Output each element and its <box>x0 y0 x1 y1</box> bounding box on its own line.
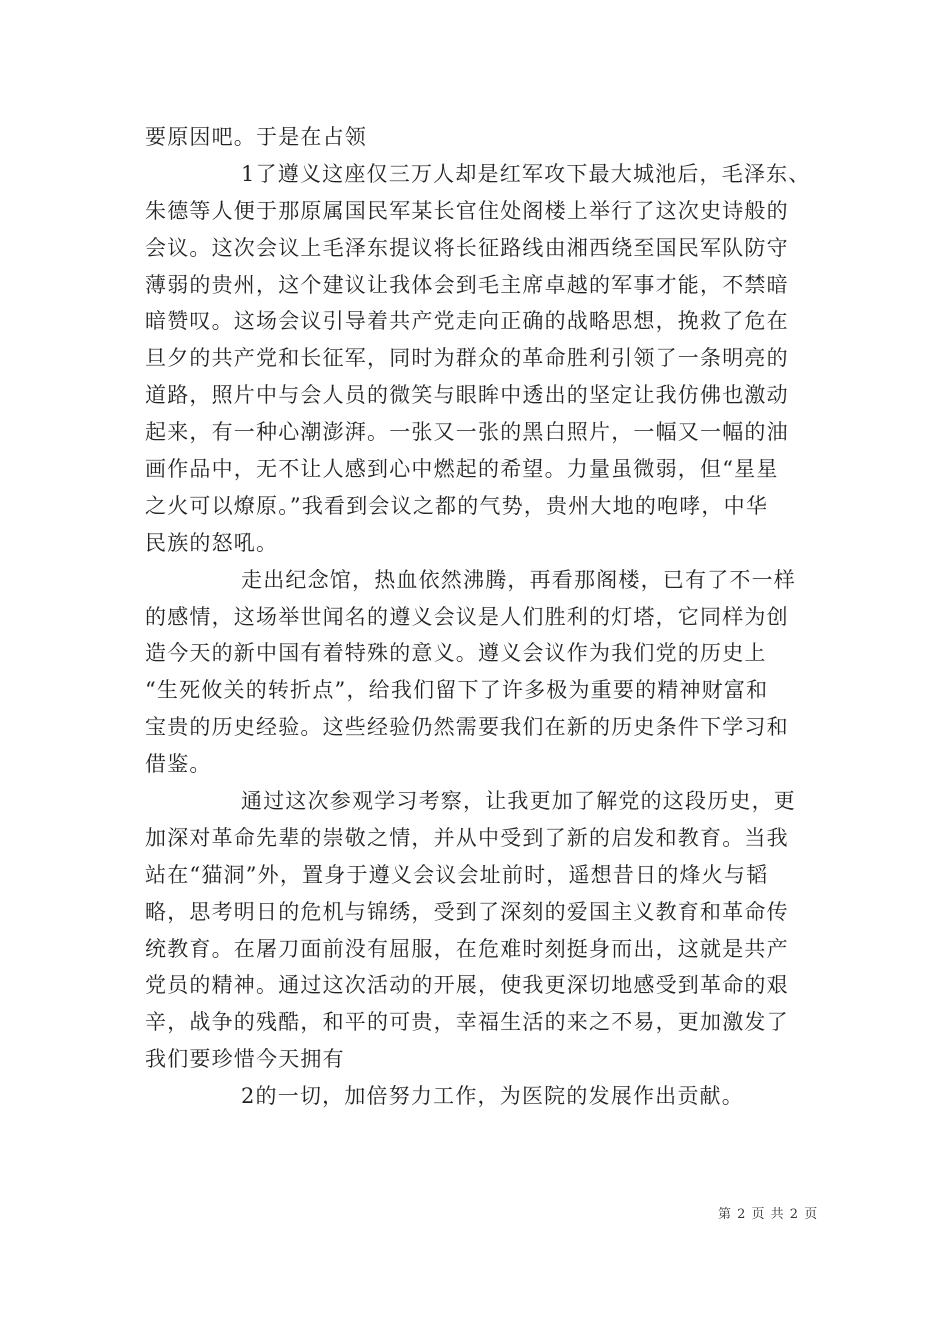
text-line: 站在“猫洞”外，置身于遵义会议会址前时，遥想昔日的烽火与韬 <box>145 862 769 887</box>
document-body <box>145 119 809 1115</box>
text-line: 通过这次参观学习考察，让我更加了解党的这段历史，更 <box>241 789 796 814</box>
text-line: 1了遵义这座仅三万人却是红军攻下最大城池后，毛泽东、 <box>241 161 811 186</box>
text-line: 略，思考明日的危机与锦绣，受到了深刻的爱国主义教育和革命传 <box>145 899 789 924</box>
text-line: 会议。这次会议上毛泽东提议将长征路线由湘西绕至国民军队防守 <box>145 235 789 260</box>
text-line: 要原因吧。于是在占领 <box>145 125 367 149</box>
text-line: 2的一切，加倍努力工作，为医院的发展作出贡献。 <box>241 1084 744 1109</box>
text-line: 暗赞叹。这场会议引导着共产党走向正确的战略思想，挽救了危在 <box>145 309 789 334</box>
text-line: 薄弱的贵州，这个建议让我体会到毛主席卓越的军事才能，不禁暗 <box>145 272 789 297</box>
text-line: “生死攸关的转折点”，给我们留下了许多极为重要的精神财富和 <box>145 678 769 703</box>
text-line: 画作品中，无不让人感到心中燃起的希望。力量虽微弱，但“星星 <box>145 457 779 482</box>
text-line: 走出纪念馆，热血依然沸腾，再看那阁楼，已有了不一样 <box>241 567 796 592</box>
text-line: 起来，有一种心潮澎湃。一张又一张的黑白照片，一幅又一幅的油 <box>145 420 789 445</box>
text-line: 统教育。在屠刀面前没有屈服，在危难时刻挺身而出，这就是共产 <box>145 936 789 961</box>
page-number-footer: 第 2 页 共 2 页 <box>718 1207 819 1222</box>
text-line: 造今天的新中国有着特殊的意义。遵义会议作为我们党的历史上 <box>145 641 767 666</box>
text-line: 我们要珍惜今天拥有 <box>145 1047 345 1072</box>
text-line: 加深对革命先辈的崇敬之情，并从中受到了新的启发和教育。当我 <box>145 825 789 850</box>
text-line: 的感情，这场举世闻名的遵义会议是人们胜利的灯塔，它同样为创 <box>145 604 789 629</box>
text-line: 之火可以燎原。”我看到会议之都的气势，贵州大地的咆哮，中华 <box>145 493 769 518</box>
text-line: 辛，战争的残酷，和平的可贵，幸福生活的来之不易，更加激发了 <box>145 1010 789 1035</box>
text-line: 党员的精神。通过这次活动的开展，使我更深切地感受到革命的艰 <box>145 973 789 998</box>
text-line: 道路，照片中与会人员的微笑与眼眸中透出的坚定让我仿佛也激动 <box>145 383 789 408</box>
text-line: 旦夕的共产党和长征军，同时为群众的革命胜利引领了一条明亮的 <box>145 346 789 371</box>
text-line: 民族的怒吼。 <box>145 530 279 555</box>
text-line: 朱德等人便于那原属国民军某长官住处阁楼上举行了这次史诗般的 <box>145 198 789 223</box>
text-line: 借鉴。 <box>145 752 212 777</box>
text-line: 宝贵的历史经验。这些经验仍然需要我们在新的历史条件下学习和 <box>145 715 789 740</box>
